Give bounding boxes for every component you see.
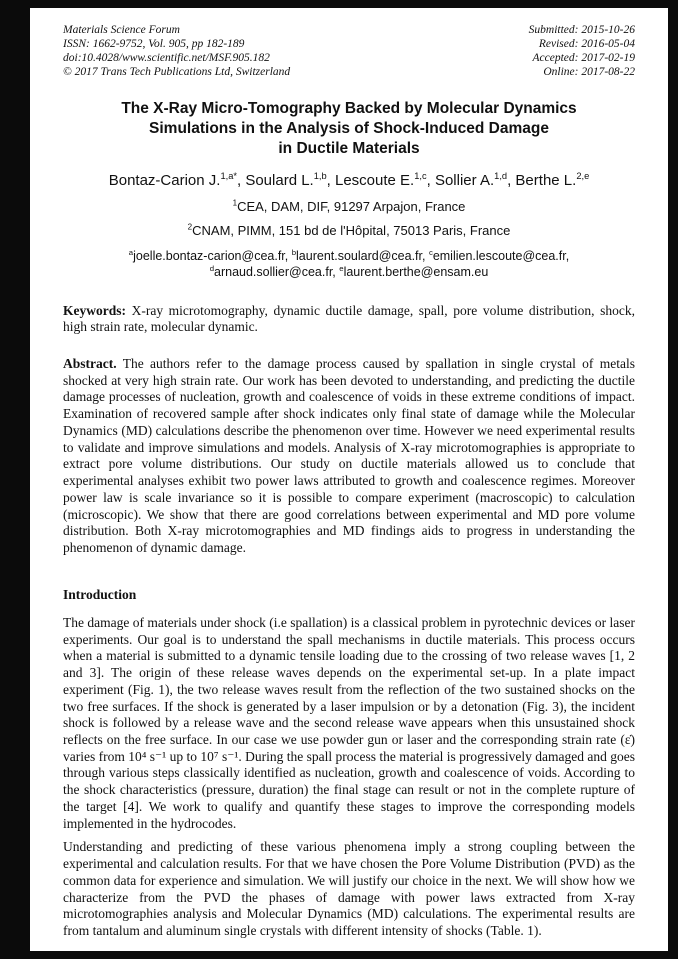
author-5-affil-mark: 2,e (576, 170, 590, 181)
email-c-mark: c (428, 247, 433, 257)
author-4-affil-mark: 1,d (494, 170, 508, 181)
author-3-affil-mark: 1,c (414, 170, 427, 181)
email-d-mark: d (209, 264, 214, 274)
email-a-mark: a (128, 247, 134, 257)
paper-page (30, 8, 668, 951)
author-3: , Lescoute E.$^{1,c}$ (326, 170, 427, 189)
journal-info-block (63, 23, 290, 79)
paper-title-line-1: The X-Ray Micro-Tomography Backed by Molecular Dynamics (121, 100, 577, 118)
abstract-paragraph (63, 356, 635, 557)
keywords-label: Keywords: (63, 302, 126, 318)
authors-line (63, 171, 635, 191)
submitted-date: Submitted: 2015-10-26 (528, 24, 635, 36)
online-date: Online: 2017-08-22 (543, 66, 635, 79)
author-2: , Soulard L.$^{1,b}$ (237, 170, 327, 189)
author-2-affil-mark: 1,b (313, 170, 327, 181)
emails-block (63, 248, 635, 281)
abstract-text: The authors refer to the damage process caused by spallation in single crystal of metals shocked at very high strain rate. Our work has been devoted to understanding, and predicting the ductile damage processes of nucleation, growth and coalescence of voids in these extreme conditions of impact. Examination of recovered sample after shock indicates only final state of damage while the Molecular Dynamics (MD) calculations describe the phenomenon over time. However we need experimental results to validate and improve simulations and models. Analysis of X-ray microtomographies is appropriate to extract pore volume distributions. Our study on ductile materials allowed us to conclude that experimental analyses exhibit two power laws attributed to growth and coalescence regimes. Moreover power law is scale invariance so it is possible to compare experiment (macroscopic) to calculation (microscopic). We show that there are good correlations between experimental and MD pore volume distribution. Both X-ray microtomographies and MD findings aids to progress in understanding the phenomenon of dynamic damage. (63, 356, 635, 556)
abstract-label: Abstract. (63, 356, 117, 372)
paper-title (63, 99, 635, 158)
page-header (63, 23, 635, 79)
emails-line-1: $^a$joelle.bontaz-carion@cea.fr, $^b$laurent.soulard@cea.fr, $^c$emilien.lescoute@cea.fr, (128, 247, 570, 264)
author-5: , Berthe L.$^{2,e}$ (507, 170, 590, 189)
paper-title-line-2: Simulations in the Analysis of Shock-Induced Damage (149, 119, 549, 137)
email-b-mark: b (291, 247, 297, 257)
issn-line: ISSN: 1662-9752, Vol. 905, pp 182-189 (63, 38, 245, 51)
author-1: Bontaz-Carion J.$^{1,a*}$ (108, 170, 237, 189)
revised-date: Revised: 2016-05-04 (538, 38, 635, 51)
section-heading-introduction: Introduction (63, 586, 137, 602)
author-4: , Sollier A.$^{1,d}$ (426, 170, 508, 189)
emails-line-2: $^d$arnaud.sollier@cea.fr, $^e$laurent.berthe@ensam.eu (209, 264, 489, 280)
keywords-paragraph (63, 303, 635, 336)
affiliation-1-mark: 1 (232, 198, 238, 208)
doi-line: doi:10.4028/www.scientific.net/MSF.905.182 (63, 52, 270, 65)
affiliation-2-mark: 2 (187, 222, 193, 232)
email-e-mark: e (339, 264, 344, 274)
affiliation-2: $^2$CNAM, PIMM, 151 bd de l'Hôpital, 75013 Paris, France (187, 222, 511, 239)
author-1-affil-mark: 1,a* (220, 170, 237, 181)
journal-title: Materials Science Forum (63, 24, 180, 36)
keywords-text: X-ray microtomography, dynamic ductile damage, spall, pore volume distribution, shock, high strain rate, molecular dynamic. (63, 302, 635, 335)
intro-paragraph-2: Understanding and predicting of these various phenomena imply a strong coupling between the experimental and calculation results. For that we have chosen the Pore Volume Distribution (PVD) as the common data for experience and simulation. We will justify our choice in the next. We will show how we characterize from the PVD the phases of damage with power laws extracted from X-ray microtomographies analysis and Molecular Dynamics (MD) calculations. The experimental results are from tantalum and aluminum single crystals with different intensity of shocks (Table. 1). (63, 839, 635, 939)
dates-block (529, 23, 635, 79)
paper-title-line-3: in Ductile Materials (278, 139, 420, 157)
intro-paragraph-1: The damage of materials under shock (i.e spallation) is a classical problem in pyrotechnic devices or laser experiments. Our goal is to understand the spall mechanisms in ductile materials. This process occurs when a material is submitted to a dynamic tensile loading due to the crossing of two release waves [1, 2 and 3]. The origin of these release waves depends on the experimental set-up. In a plate impact experiment (Fig. 1), the two release waves result from the reflection of the two sustained shocks on the two free surfaces. If the shock is generated by a laser impulsion or by a detonation (Fig. 3), the incident shock is followed by a release wave and the second release wave appears when this unsustained shock reflects on the free surface. In our case we use powder gun or laser and the corresponding strain rate (ε̇) varies from 10⁴ s⁻¹ up to 10⁷ s⁻¹. During the spall process the material is progressively damaged and goes through various steps classically identified as nucleation, growth and coalescence of voids. According to the shock characteristics (pressure, duration) the final stage can result or not in the complete rupture of the target [4]. We work to qualify and quantify these stages to improve the corresponding models implemented in the hydrocodes. (63, 614, 636, 831)
copyright-line: © 2017 Trans Tech Publications Ltd, Switzerland (63, 66, 291, 79)
affiliation-1: $^1$CEA, DAM, DIF, 91297 Arpajon, France (232, 198, 466, 215)
accepted-date: Accepted: 2017-02-19 (532, 52, 635, 65)
